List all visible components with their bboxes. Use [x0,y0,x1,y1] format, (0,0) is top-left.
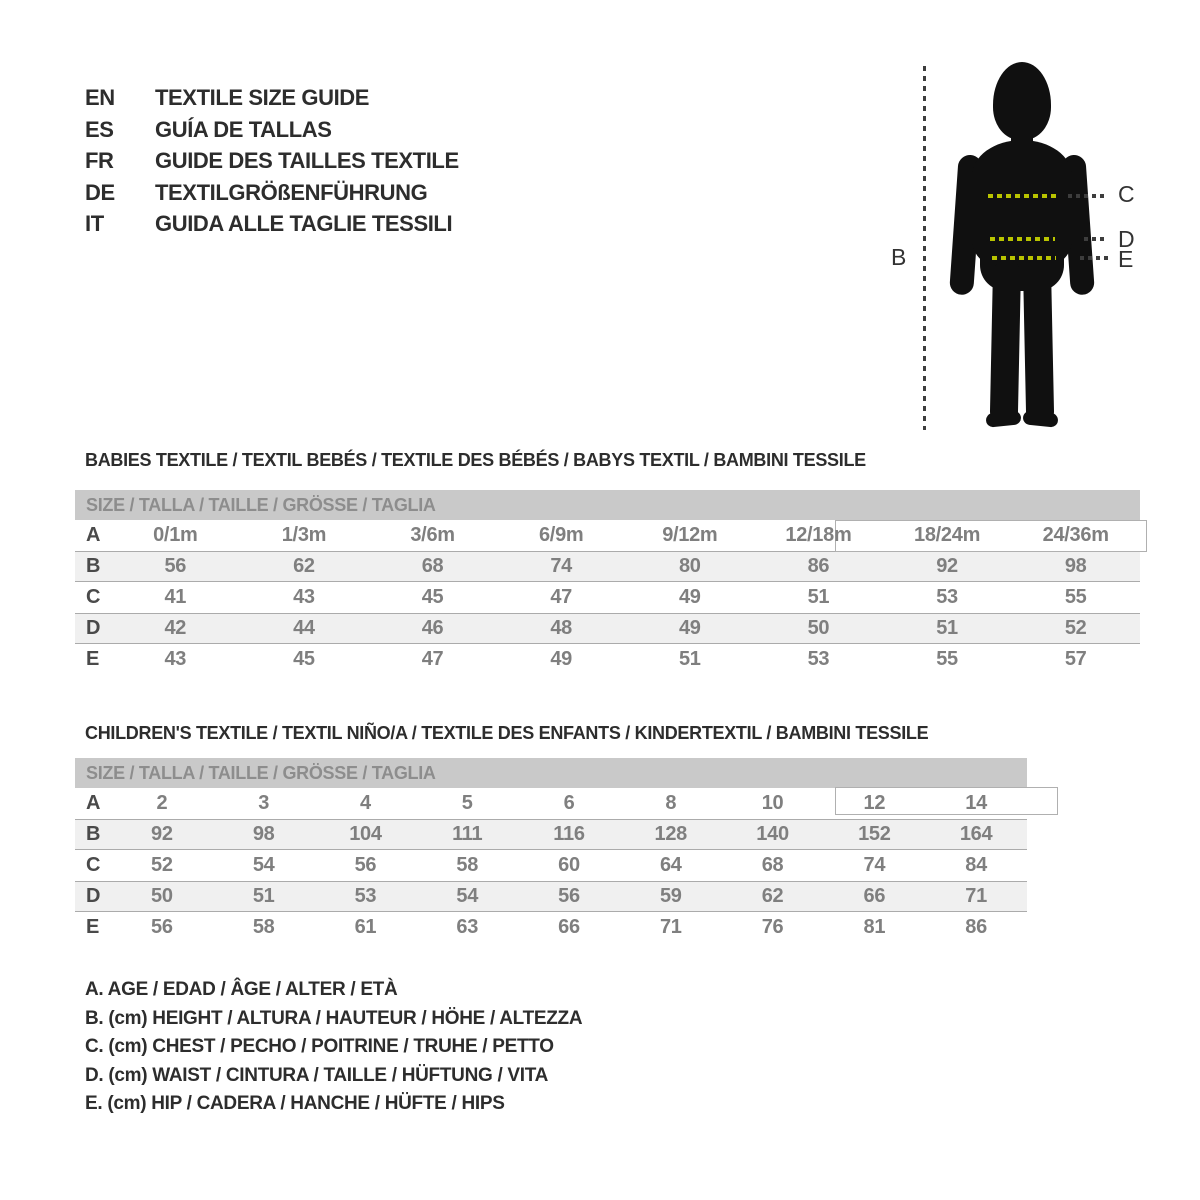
table-cell: 3/6m [410,524,455,546]
table-cell: 6/9m [538,524,584,546]
row-label: A [86,524,101,546]
row-label: C [86,586,101,608]
babies-size-header-bar: SIZE / TALLA / TAILLE / GRÖSSE / TAGLIA [75,490,1140,520]
table-cell: 44 [293,617,315,639]
table-cell: 71 [965,885,987,907]
table-cell: 47 [421,648,444,670]
table-row [75,582,1140,613]
table-cell: 49 [678,617,701,639]
table-cell: 12/18m [785,524,852,546]
legend-line-hip: E. (cm) HIP / CADERA / HANCHE / HÜFTE / HIPS [85,1093,505,1115]
table-row [75,551,1140,582]
chest-measure-line-c [988,194,1057,198]
waist-measure-connector [1084,237,1108,241]
table-cell: 57 [1064,648,1087,670]
table-cell: 3 [258,792,270,814]
lang-code: ES [85,116,114,142]
silhouette-right-foot [1022,410,1058,428]
table-cell: 59 [659,885,682,907]
table-cell: 24/36m [1042,524,1109,546]
table-cell: 80 [678,555,701,577]
table-cell: 49 [550,648,573,670]
lang-title: TEXTILGRÖßENFÜHRUNG [155,179,428,205]
babies-size-table [75,490,1140,675]
table-cell: 55 [936,648,958,670]
table-cell: 84 [965,854,987,876]
table-cell: 140 [756,823,789,845]
table-cell: 6 [563,792,575,814]
table-cell: 98 [1064,555,1087,577]
table-cell: 56 [151,916,173,938]
measure-label-waist: D [1118,226,1135,252]
lang-title: TEXTILE SIZE GUIDE [155,85,370,110]
table-cell: 50 [807,617,830,639]
row-label: A [86,792,101,814]
table-cell: 92 [936,555,958,577]
table-cell: 55 [1064,586,1087,608]
table-cell: 58 [456,854,479,876]
table-cell: 86 [965,916,987,938]
table-cell: 48 [550,617,573,639]
lang-title: GUÍA DE TALLAS [155,116,332,142]
table-cell: 14 [965,792,987,814]
table-row [75,850,1027,881]
table-row [75,912,1027,943]
legend-line-age: A. AGE / EDAD / ÂGE / ALTER / ETÀ [85,979,398,1000]
table-cell: 152 [858,823,891,845]
table-cell: 1/3m [281,524,327,546]
height-measure-line-b [923,66,926,430]
table-cell: 0/1m [153,524,198,546]
table-cell: 53 [936,586,958,608]
table-cell: 51 [252,885,275,907]
table-cell: 98 [252,823,275,845]
silhouette-left-foot [985,410,1021,428]
table-cell: 52 [151,854,173,876]
row-label: B [86,555,101,577]
measure-label-hip: E [1118,246,1134,272]
legend-line-chest: C. (cm) CHEST / PECHO / POITRINE / TRUHE / PETTO [85,1036,554,1058]
table-row [75,819,1027,850]
table-cell: 42 [164,617,187,639]
table-cell: 43 [164,648,187,670]
row-label: D [86,885,101,907]
hip-measure-line-e [992,256,1056,260]
table-cell: 62 [761,885,784,907]
waist-measure-line-d [990,237,1055,241]
table-cell: 68 [421,555,444,577]
table-cell: 9/12m [662,524,718,546]
table-row [75,613,1140,644]
table-cell: 56 [558,885,580,907]
table-cell: 51 [678,648,701,670]
table-cell: 76 [761,916,784,938]
table-cell: 116 [553,823,585,845]
children-section-heading: CHILDREN'S TEXTILE / TEXTIL NIÑO/A / TEXTILE DES ENFANTS / KINDERTEXTIL / BAMBINI TESSILE [85,723,929,743]
table-cell: 111 [452,823,483,845]
table-cell: 53 [807,648,830,670]
table-row [75,520,1140,551]
table-cell: 74 [550,555,573,577]
table-cell: 2 [156,792,168,814]
table-cell: 45 [293,648,315,670]
table-cell: 8 [665,792,677,814]
lang-code: DE [85,179,115,205]
measurement-legend [85,976,582,1119]
language-title-list [85,82,459,240]
table-cell: 61 [354,916,377,938]
legend-line-waist: D. (cm) WAIST / CINTURA / TAILLE / HÜFTUNG / VITA [85,1064,549,1086]
table-cell: 64 [659,854,682,876]
table-cell: 4 [360,792,371,814]
table-cell: 58 [252,916,275,938]
table-cell: 74 [863,854,886,876]
table-cell: 128 [654,823,687,845]
table-cell: 164 [959,823,993,845]
row-label: E [86,648,100,670]
table-cell: 18/24m [914,524,981,546]
legend-line-height: B. (cm) HEIGHT / ALTURA / HAUTEUR / HÖHE / ALTEZZA [85,1007,583,1029]
hip-measure-connector [1080,256,1108,260]
table-cell: 49 [678,586,701,608]
babies-section-heading: BABIES TEXTILE / TEXTIL BEBÉS / TEXTILE DES BÉBÉS / BABYS TEXTIL / BAMBINI TESSILE [85,450,866,470]
table-cell: 56 [354,854,377,876]
table-cell: 51 [936,617,958,639]
table-cell: 92 [151,823,173,845]
table-row [75,788,1027,819]
lang-title: GUIDA ALLE TAGLIE TESSILI [155,211,453,236]
table-cell: 53 [354,885,377,907]
table-cell: 71 [659,916,682,938]
lang-code: IT [85,211,104,236]
children-size-table [75,758,1027,943]
lang-code: FR [85,148,114,173]
table-cell: 52 [1064,617,1087,639]
table-cell: 56 [164,555,187,577]
row-label: B [86,823,101,845]
table-cell: 86 [807,555,830,577]
table-cell: 66 [863,885,886,907]
measure-label-chest: C [1118,181,1135,207]
silhouette-left-leg [990,260,1021,423]
table-cell: 104 [349,823,382,845]
table-cell: 63 [456,916,479,938]
row-label: D [86,617,101,639]
silhouette-right-leg [1023,260,1054,423]
table-cell: 41 [164,586,187,608]
table-cell: 50 [151,885,173,907]
table-cell: 10 [761,792,784,814]
measure-label-height: B [891,244,907,270]
table-cell: 66 [558,916,580,938]
table-cell: 54 [252,854,275,876]
table-cell: 60 [558,854,580,876]
child-silhouette-illustration [940,55,1104,440]
table-cell: 81 [863,916,886,938]
table-row [75,881,1027,912]
children-size-header-bar: SIZE / TALLA / TAILLE / GRÖSSE / TAGLIA [75,758,1027,788]
row-label: C [86,854,101,876]
table-cell: 5 [461,792,473,814]
lang-title: GUIDE DES TAILLES TEXTILE [155,148,459,173]
table-cell: 54 [456,885,479,907]
table-cell: 47 [550,586,573,608]
table-cell: 12 [863,792,886,814]
table-cell: 43 [293,586,315,608]
table-cell: 51 [807,586,830,608]
table-cell: 62 [293,555,315,577]
table-row [75,644,1140,675]
table-cell: 68 [761,854,784,876]
table-cell: 46 [421,617,444,639]
row-label: E [86,916,100,938]
lang-code: EN [85,85,115,110]
chest-measure-connector [1068,194,1108,198]
table-cell: 45 [421,586,444,608]
